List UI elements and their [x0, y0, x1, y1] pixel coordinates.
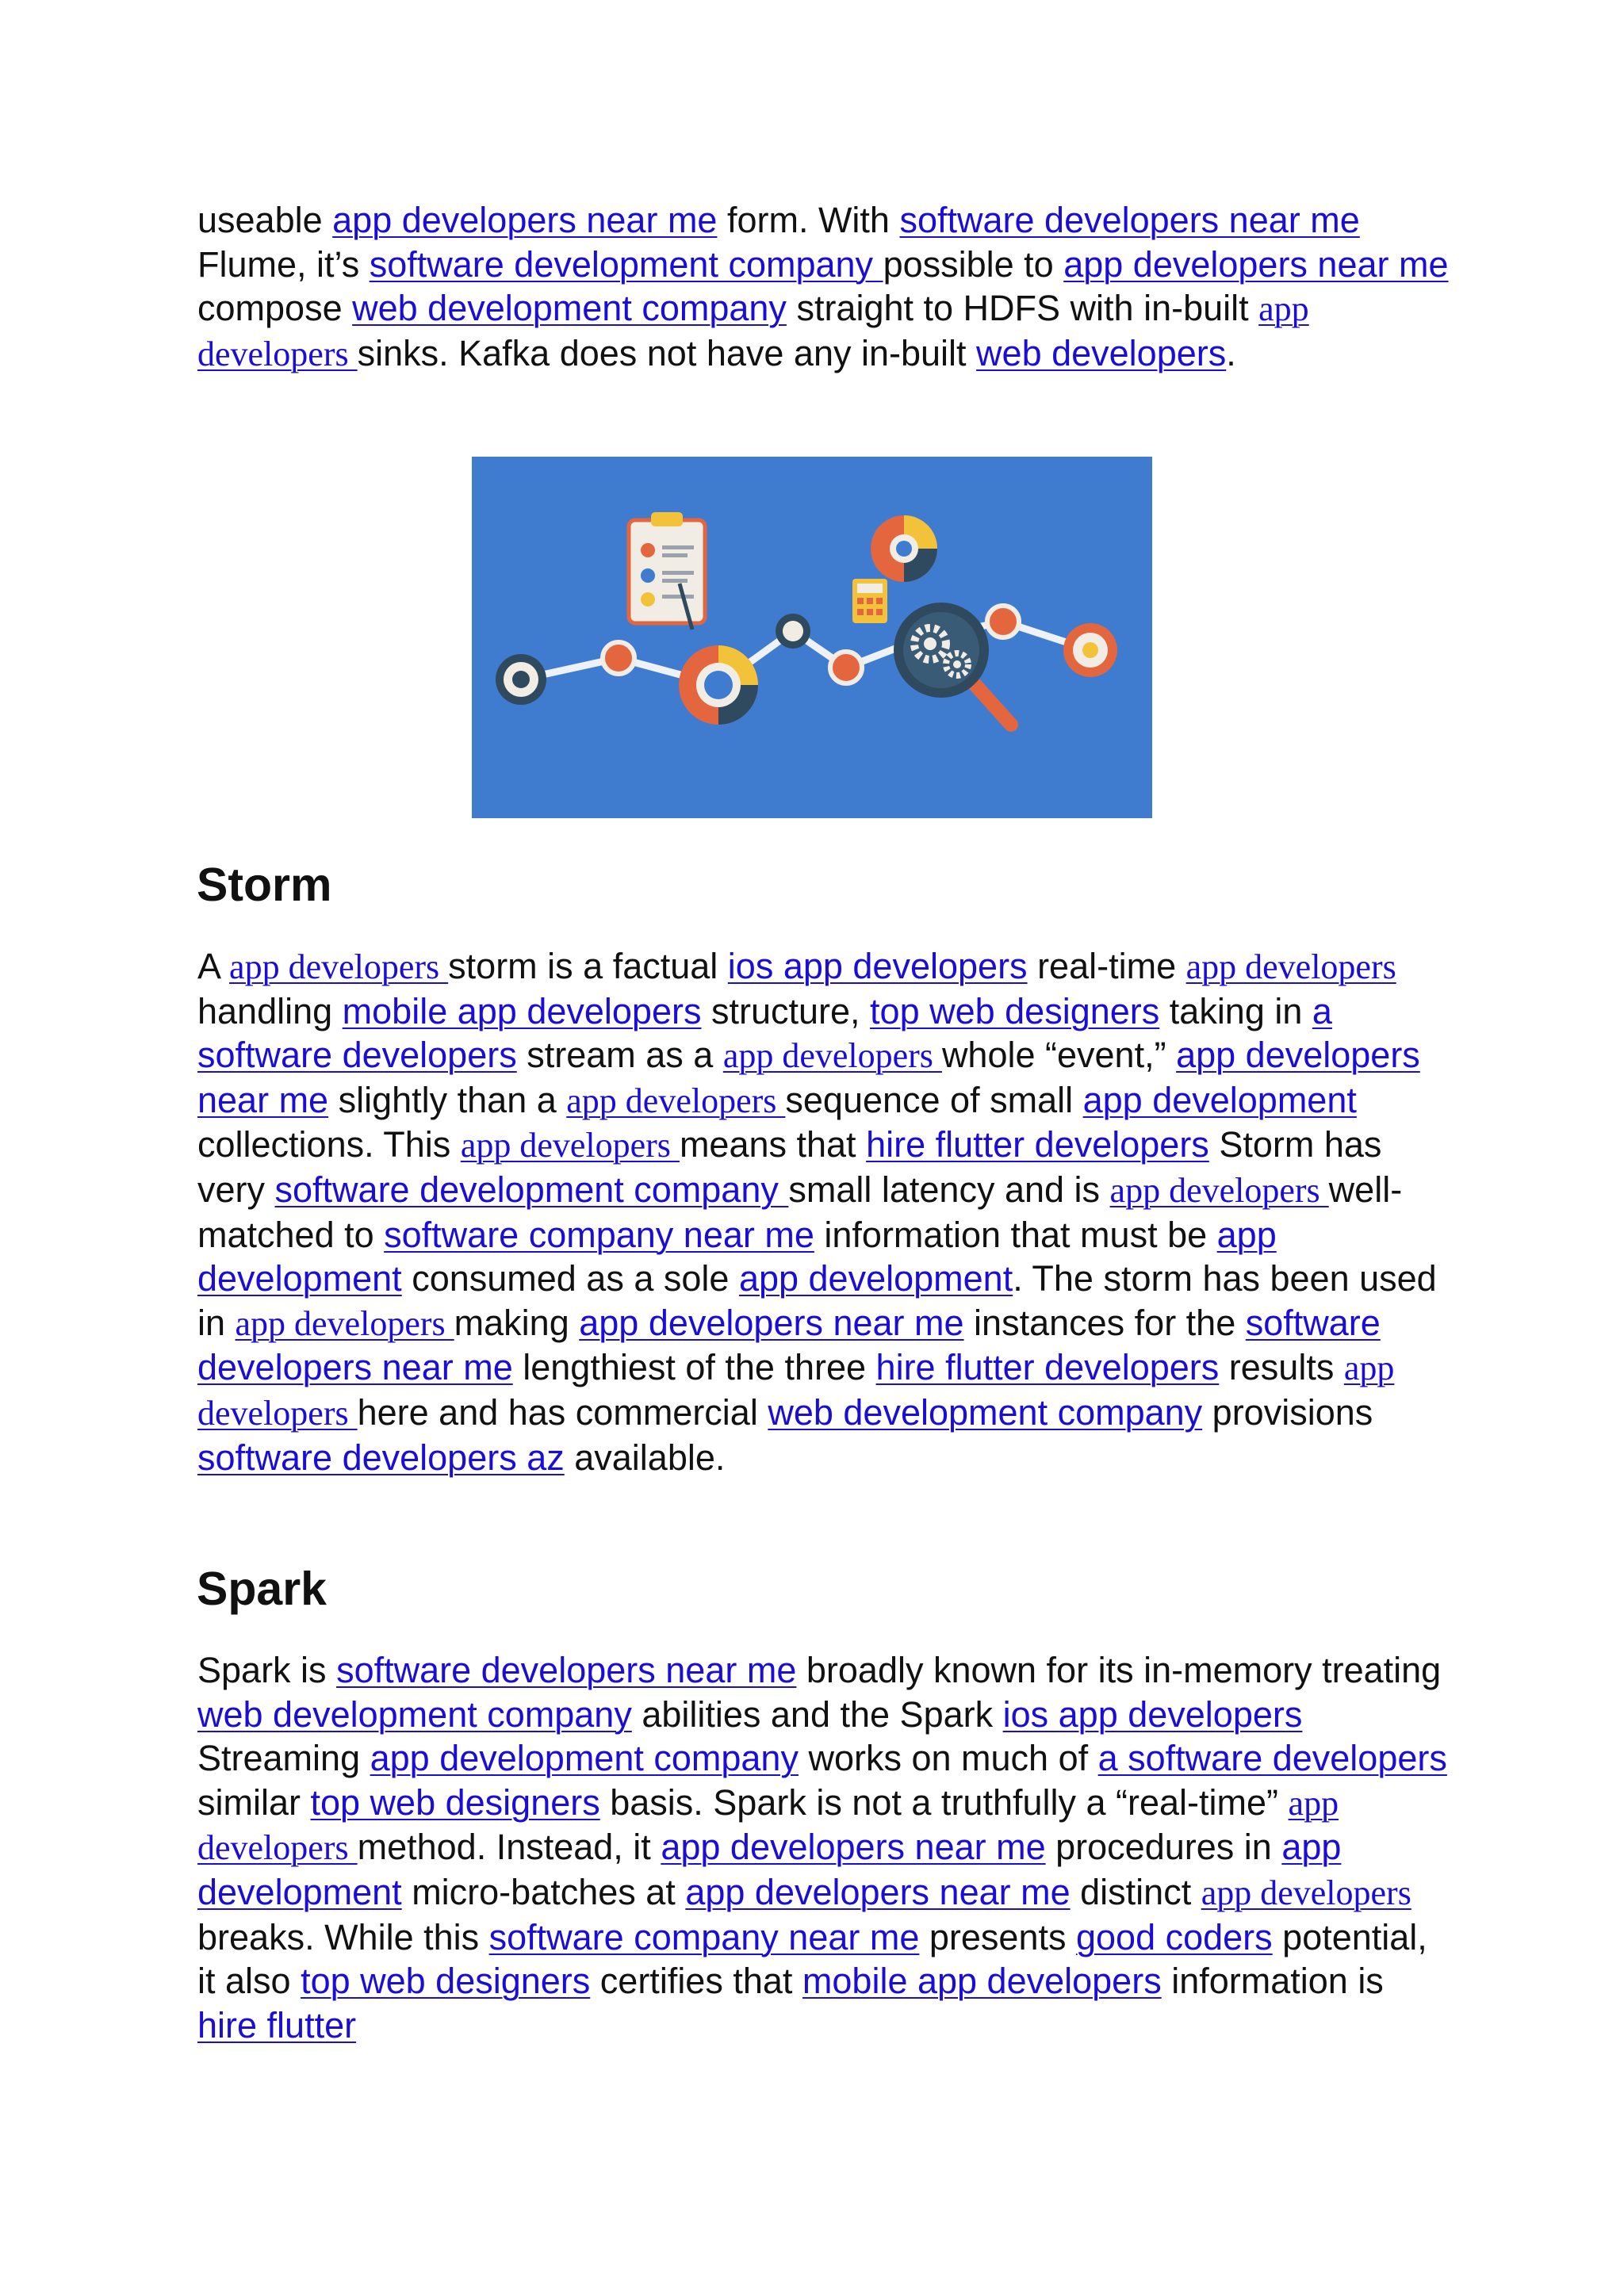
- inline-link[interactable]: app developers near me: [685, 1871, 1071, 1912]
- inline-link[interactable]: app development: [197, 1214, 1277, 1299]
- inline-link[interactable]: app development: [1082, 1079, 1357, 1120]
- inline-link[interactable]: app developers near me: [197, 1035, 1420, 1120]
- inline-link[interactable]: app developers: [722, 1036, 942, 1076]
- body-text: certifies that: [590, 1961, 802, 2002]
- inline-link[interactable]: app developers near me: [661, 1827, 1046, 1868]
- body-text: broadly known for its in-memory treating: [796, 1650, 1442, 1690]
- body-text: whole “event,”: [941, 1035, 1177, 1076]
- body-text: sinks. Kafka does not have any in-built: [357, 332, 977, 373]
- body-text: results: [1219, 1347, 1344, 1388]
- inline-link[interactable]: app developers: [1185, 947, 1396, 986]
- body-text: consumed as a sole: [401, 1258, 739, 1299]
- inline-link[interactable]: hire flutter developers: [875, 1347, 1220, 1388]
- body-text: presents: [919, 1916, 1076, 1957]
- inline-link[interactable]: web development company: [352, 288, 787, 329]
- body-text: slightly than a: [328, 1079, 567, 1120]
- inline-link[interactable]: software development company: [274, 1169, 789, 1210]
- inline-link[interactable]: web development company: [197, 1693, 632, 1735]
- body-text: means that: [679, 1124, 867, 1165]
- inline-link[interactable]: app development company: [370, 1738, 799, 1779]
- body-text: information is: [1161, 1961, 1384, 2002]
- body-text: basis. Spark is not a truthfully a “real-time”: [599, 1781, 1289, 1823]
- body-text: compose: [197, 288, 353, 329]
- inline-link[interactable]: good coders: [1075, 1916, 1273, 1957]
- inline-link[interactable]: top web designers: [301, 1961, 591, 2002]
- inline-link[interactable]: app developers: [460, 1126, 680, 1165]
- inline-link[interactable]: mobile app developers: [802, 1961, 1162, 2002]
- body-text: making: [454, 1302, 580, 1343]
- body-text: . The storm has been used in: [197, 1258, 1437, 1343]
- inline-link[interactable]: app developers: [235, 1303, 454, 1343]
- inline-link[interactable]: software developers near me: [336, 1650, 797, 1690]
- body-text: sequence of small: [785, 1079, 1083, 1120]
- inline-link[interactable]: top web designers: [870, 990, 1160, 1031]
- body-text: useable: [197, 200, 333, 240]
- inline-link[interactable]: software developers near me: [197, 1302, 1381, 1388]
- inline-link[interactable]: mobile app developers: [342, 990, 702, 1031]
- body-text: structure,: [701, 990, 871, 1031]
- body-text: real-time: [1027, 946, 1186, 986]
- inline-link[interactable]: software developers near me: [899, 200, 1360, 240]
- body-text: breaks. While this: [197, 1916, 489, 1957]
- body-text: available.: [564, 1437, 726, 1478]
- inline-link[interactable]: software company near me: [488, 1916, 920, 1957]
- body-text: here and has commercial: [357, 1391, 768, 1433]
- body-text: .: [1226, 332, 1236, 373]
- analytics-illustration: [472, 457, 1152, 818]
- body-text: provisions: [1202, 1391, 1373, 1433]
- body-text: Spark is: [197, 1650, 337, 1690]
- body-text: A: [197, 946, 230, 986]
- body-text: similar: [197, 1781, 311, 1823]
- inline-link[interactable]: app development: [197, 1827, 1342, 1912]
- body-text: storm is a factual: [448, 946, 728, 986]
- inline-link[interactable]: app developers near me: [332, 200, 718, 240]
- inline-link[interactable]: software development company: [369, 243, 883, 285]
- inline-link[interactable]: app developers: [229, 947, 449, 986]
- body-text: micro-batches at: [401, 1871, 686, 1912]
- body-text: Streaming: [197, 1738, 370, 1779]
- inline-link[interactable]: app developers: [566, 1081, 786, 1120]
- body-text: taking in: [1159, 990, 1312, 1031]
- body-text: procedures in: [1045, 1827, 1282, 1868]
- inline-link[interactable]: app developers near me: [579, 1302, 964, 1343]
- body-text: distinct: [1070, 1871, 1201, 1912]
- body-text: method. Instead, it: [357, 1827, 661, 1868]
- inline-link[interactable]: ios app developers: [727, 946, 1028, 986]
- inline-link[interactable]: app developers: [1201, 1873, 1411, 1912]
- paragraph-storm: [197, 944, 1450, 1479]
- inline-link[interactable]: app developers: [197, 1349, 1395, 1433]
- body-text: works on much of: [798, 1738, 1098, 1779]
- body-text: collections. This: [197, 1124, 461, 1165]
- inline-link[interactable]: app developers near me: [1063, 243, 1449, 285]
- inline-link[interactable]: ios app developers: [1002, 1693, 1303, 1735]
- body-text: form. With: [717, 200, 900, 240]
- inline-link[interactable]: app developers: [197, 1783, 1339, 1868]
- inline-link[interactable]: a software developers: [197, 990, 1332, 1076]
- body-text: straight to HDFS with in-built: [786, 288, 1259, 329]
- inline-link[interactable]: web development company: [768, 1391, 1203, 1433]
- body-text: possible to: [883, 243, 1064, 285]
- inline-link[interactable]: top web designers: [310, 1781, 600, 1823]
- inline-link[interactable]: hire flutter developers: [866, 1124, 1209, 1165]
- body-text: abilities and the Spark: [631, 1693, 1003, 1735]
- body-text: lengthiest of the three: [512, 1347, 876, 1388]
- inline-link[interactable]: software developers az: [197, 1437, 565, 1478]
- inline-link[interactable]: app developers: [1109, 1170, 1329, 1210]
- paragraph-spark: [197, 1648, 1450, 2047]
- body-text: stream as a: [516, 1035, 723, 1076]
- analytics-illustration-icon: [472, 457, 1152, 818]
- inline-link[interactable]: app development: [738, 1258, 1013, 1299]
- body-text: Flume, it’s: [197, 243, 370, 285]
- heading-spark: Spark: [197, 1563, 327, 1615]
- paragraph-intro: [197, 198, 1450, 376]
- body-text: small latency and is: [788, 1169, 1110, 1210]
- inline-link[interactable]: web developers: [976, 332, 1227, 373]
- inline-link[interactable]: hire flutter: [197, 2004, 357, 2045]
- body-text: instances for the: [963, 1302, 1246, 1343]
- body-text: Storm has very: [197, 1124, 1382, 1210]
- inline-link[interactable]: a software developers: [1097, 1738, 1447, 1779]
- body-text: potential, it also: [197, 1916, 1427, 2002]
- heading-storm: Storm: [197, 859, 332, 911]
- body-text: information that must be: [814, 1214, 1217, 1255]
- body-text: well-matched to: [197, 1169, 1403, 1255]
- inline-link[interactable]: software company near me: [384, 1214, 814, 1255]
- body-text: handling: [197, 990, 343, 1031]
- inline-link[interactable]: app developers: [197, 289, 1309, 373]
